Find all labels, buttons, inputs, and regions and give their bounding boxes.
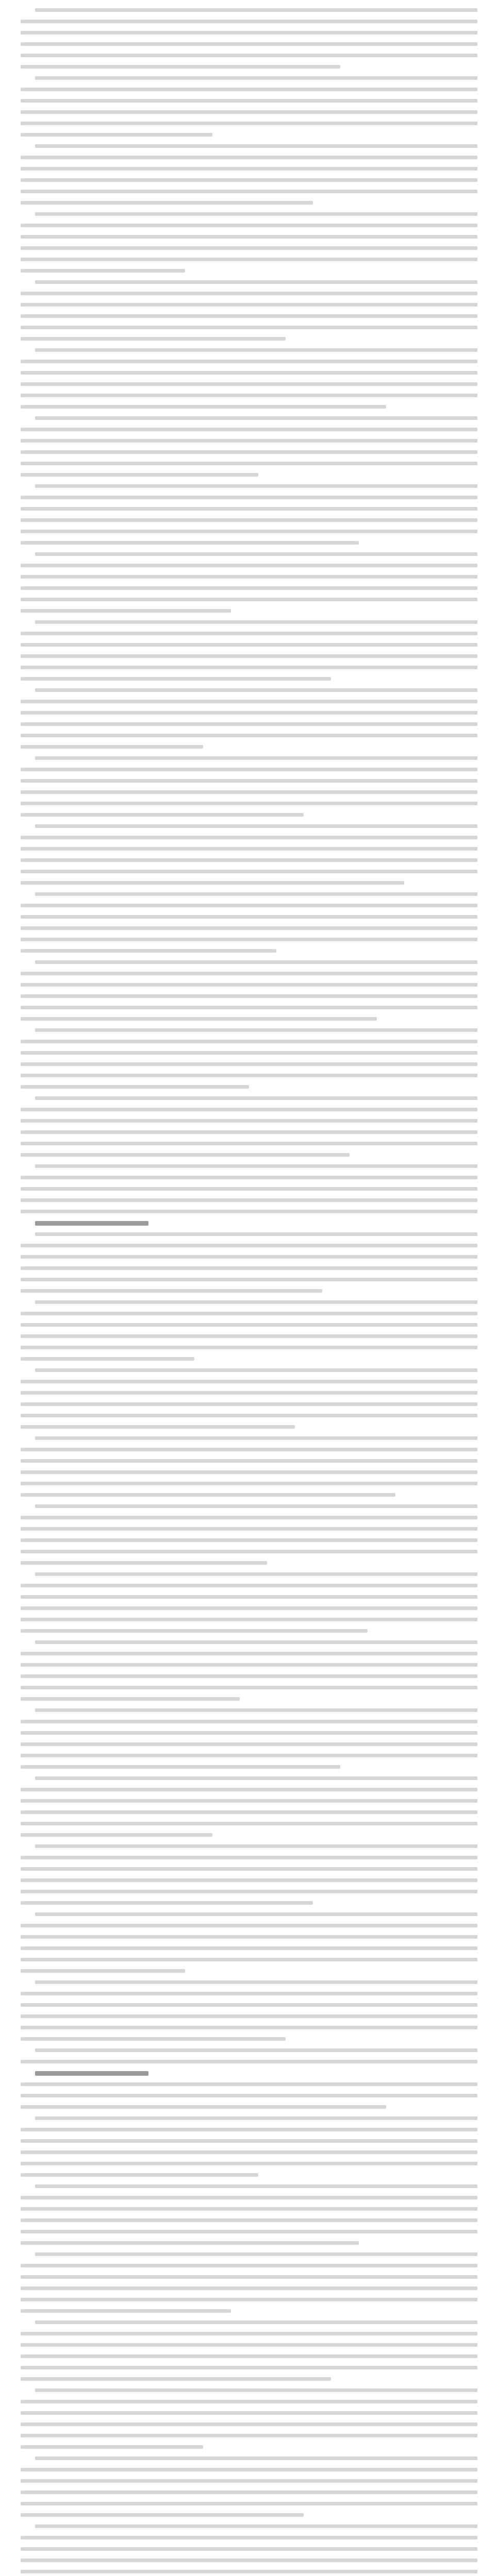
paragraph-line <box>21 2128 477 2131</box>
paragraph-line <box>21 2490 477 2494</box>
paragraph-line <box>21 790 477 794</box>
paragraph-line <box>21 1414 477 1417</box>
paragraph-line <box>35 824 477 828</box>
paragraph-line <box>21 1266 477 1270</box>
paragraph-line <box>21 632 477 635</box>
paragraph-line <box>21 2037 286 2041</box>
paragraph-line <box>35 688 477 692</box>
paragraph-line <box>35 1572 477 1576</box>
paragraph-line <box>21 2275 477 2279</box>
paragraph-line <box>21 1618 477 1621</box>
paragraph-line <box>21 496 477 499</box>
paragraph-line <box>21 1561 267 1565</box>
paragraph-line <box>21 473 258 477</box>
paragraph-line <box>21 2558 477 2562</box>
paragraph-line <box>35 1096 477 1100</box>
paragraph-line <box>21 507 477 511</box>
paragraph-line <box>35 144 477 148</box>
paragraph-line <box>35 8 477 12</box>
paragraph-line <box>21 405 386 409</box>
paragraph-line <box>21 2547 477 2551</box>
paragraph-line <box>35 1436 477 1440</box>
paragraph-line <box>21 2026 477 2029</box>
paragraph-line <box>21 1527 477 1531</box>
paragraph-line <box>21 1255 477 1259</box>
paragraph-line <box>21 2196 477 2199</box>
paragraph-line <box>21 1652 477 1655</box>
paragraph-line <box>21 2502 477 2505</box>
paragraph-line <box>21 1153 350 1157</box>
paragraph-line <box>35 1776 477 1780</box>
paragraph-line <box>21 235 477 239</box>
paragraph-line <box>21 1074 477 1077</box>
paragraph-line <box>21 609 231 613</box>
paragraph-line <box>21 428 477 431</box>
paragraph-line <box>35 960 477 964</box>
paragraph-line <box>21 949 276 953</box>
paragraph-line <box>35 1028 477 1032</box>
paragraph-line <box>21 745 203 749</box>
paragraph-line <box>21 303 477 307</box>
paragraph-line <box>21 1810 477 1814</box>
paragraph-line <box>35 2388 477 2392</box>
paragraph-line <box>21 1856 477 1859</box>
paragraph-line <box>21 1969 185 1973</box>
paragraph-line <box>21 1346 477 1349</box>
paragraph-line <box>21 1901 313 1905</box>
section-heading-line <box>35 2071 148 2076</box>
paragraph-line <box>21 1482 477 1485</box>
paragraph-line <box>21 2343 477 2347</box>
paragraph-line <box>21 2570 477 2573</box>
paragraph-line <box>21 870 477 873</box>
paragraph-line <box>21 2082 477 2086</box>
paragraph-line <box>21 337 286 341</box>
paragraph-line <box>21 734 477 737</box>
paragraph-line <box>21 2354 477 2358</box>
paragraph-line <box>21 439 477 443</box>
paragraph-line <box>21 292 477 295</box>
paragraph-line <box>35 1232 477 1236</box>
paragraph-line <box>35 1844 477 1848</box>
paragraph-line <box>21 1697 240 1701</box>
paragraph-line <box>21 1391 477 1395</box>
paragraph-line <box>35 1504 477 1508</box>
paragraph-line <box>21 518 477 522</box>
paragraph-line <box>21 190 477 193</box>
paragraph-line <box>21 133 212 137</box>
paragraph-line <box>21 881 404 885</box>
section-heading-line <box>35 1221 148 1226</box>
paragraph-line <box>21 1448 477 1451</box>
paragraph-line <box>21 768 477 771</box>
paragraph-line <box>21 450 477 454</box>
paragraph-line <box>21 2536 477 2539</box>
paragraph-line <box>21 2230 477 2233</box>
paragraph-line <box>35 2524 477 2528</box>
paragraph-line <box>21 122 477 125</box>
paragraph-line <box>21 1017 377 1021</box>
paragraph-line <box>21 1765 340 1769</box>
paragraph-line <box>21 20 477 23</box>
paragraph-line <box>21 2366 477 2369</box>
paragraph-line <box>35 2048 477 2052</box>
paragraph-line <box>21 201 313 205</box>
paragraph-line <box>21 1867 477 1871</box>
paragraph-line <box>21 2332 477 2335</box>
paragraph-line <box>21 2309 231 2313</box>
paragraph-line <box>21 1380 477 1383</box>
paragraph-line <box>21 2003 477 2007</box>
paragraph-line <box>21 360 477 363</box>
paragraph-line <box>21 1130 477 1134</box>
paragraph-line <box>21 2513 304 2517</box>
paragraph-line <box>21 2094 477 2097</box>
paragraph-line <box>21 110 477 114</box>
paragraph-line <box>21 847 477 851</box>
paragraph-line <box>21 65 340 69</box>
paragraph-line <box>35 756 477 760</box>
paragraph-line <box>21 586 477 590</box>
paragraph-line <box>21 2014 477 2018</box>
paragraph-line <box>21 722 477 726</box>
paragraph-line <box>21 88 477 91</box>
paragraph-line <box>21 802 477 805</box>
paragraph-line <box>35 1980 477 1984</box>
paragraph-line <box>21 2445 203 2449</box>
paragraph-line <box>21 2400 477 2403</box>
paragraph-line <box>21 2105 386 2109</box>
paragraph-line <box>21 1085 249 1089</box>
paragraph-line <box>21 1470 477 1474</box>
paragraph-line <box>21 666 477 669</box>
paragraph-line <box>21 246 477 250</box>
paragraph-line <box>35 348 477 352</box>
paragraph-line <box>21 1754 477 1757</box>
paragraph-line <box>21 1833 212 1837</box>
paragraph-line <box>21 1788 477 1791</box>
paragraph-line <box>21 983 477 987</box>
paragraph-line <box>21 1742 477 1746</box>
paragraph-line <box>21 1062 477 1066</box>
paragraph-line <box>21 462 477 465</box>
paragraph-line <box>21 541 359 545</box>
paragraph-line <box>21 530 477 533</box>
paragraph-line <box>35 2184 477 2188</box>
paragraph-line <box>35 212 477 216</box>
paragraph-line <box>21 1890 477 1893</box>
paragraph-line <box>21 1108 477 1111</box>
paragraph-line <box>21 1584 477 1587</box>
paragraph-line <box>21 1119 477 1123</box>
paragraph-line <box>21 394 477 397</box>
paragraph-line <box>21 2468 477 2471</box>
paragraph-line <box>21 575 477 579</box>
paragraph-line <box>21 711 477 715</box>
paragraph-line <box>21 1935 477 1939</box>
paragraph-line <box>35 552 477 556</box>
paragraph-line <box>21 643 477 647</box>
paragraph-line <box>21 1946 477 1950</box>
paragraph-line <box>21 2173 258 2177</box>
paragraph-line <box>35 1640 477 1644</box>
paragraph-line <box>21 1799 477 1803</box>
paragraph-line <box>21 2207 477 2211</box>
paragraph-line <box>21 326 477 329</box>
paragraph-line <box>21 1051 477 1055</box>
paragraph-line <box>21 1686 477 1689</box>
paragraph-line <box>35 416 477 420</box>
paragraph-line <box>21 2150 477 2154</box>
paragraph-line <box>21 654 477 658</box>
paragraph-line <box>21 258 477 261</box>
paragraph-line <box>21 938 477 941</box>
paragraph-line <box>35 620 477 624</box>
paragraph-line <box>21 677 331 681</box>
paragraph-line <box>21 314 477 318</box>
paragraph-line <box>21 99 477 103</box>
paragraph-line <box>21 2162 477 2165</box>
paragraph-line <box>21 1924 477 1927</box>
paragraph-line <box>21 1289 322 1293</box>
paragraph-line <box>21 1323 477 1327</box>
paragraph-line <box>35 76 477 80</box>
paragraph-line <box>21 1674 477 1678</box>
paragraph-line <box>21 1663 477 1667</box>
paragraph-line <box>21 858 477 862</box>
paragraph-line <box>21 2139 477 2143</box>
paragraph-line <box>21 42 477 46</box>
paragraph-line <box>21 1357 194 1361</box>
paragraph-line <box>21 1493 395 1497</box>
paragraph-line <box>21 382 477 386</box>
paragraph-line <box>35 2252 477 2256</box>
paragraph-line <box>21 1992 477 1995</box>
paragraph-line <box>21 1006 477 1009</box>
paragraph-line <box>21 1606 477 1610</box>
paragraph-line <box>21 2411 477 2415</box>
paragraph-line <box>21 224 477 227</box>
paragraph-line <box>21 1402 477 1406</box>
paragraph-line <box>35 1708 477 1712</box>
paragraph-line <box>21 915 477 919</box>
paragraph-line <box>21 1516 477 1519</box>
paragraph-line <box>21 1312 477 1315</box>
paragraph-line <box>21 1538 477 1542</box>
paragraph-line <box>21 1720 477 1723</box>
paragraph-line <box>21 371 477 375</box>
paragraph-line <box>21 2479 477 2483</box>
paragraph-line <box>35 1912 477 1916</box>
paragraph-line <box>21 994 477 998</box>
paragraph-line <box>21 1198 477 1202</box>
paragraph-line <box>21 1176 477 1179</box>
paragraph-line <box>21 2434 477 2437</box>
paragraph-line <box>35 1368 477 1372</box>
paragraph-line <box>35 2456 477 2460</box>
paragraph-line <box>21 269 185 273</box>
paragraph-line <box>21 2286 477 2290</box>
paragraph-line <box>21 1459 477 1463</box>
paragraph-line <box>21 779 477 783</box>
paragraph-line <box>21 2218 477 2222</box>
paragraph-line <box>21 1822 477 1825</box>
paragraph-line <box>21 564 477 567</box>
paragraph-line <box>21 1187 477 1191</box>
paragraph-line <box>21 31 477 35</box>
paragraph-line <box>21 2264 477 2267</box>
paragraph-line <box>21 598 477 601</box>
paragraph-line <box>21 1629 368 1633</box>
paragraph-line <box>21 1142 477 1145</box>
paragraph-line <box>35 1300 477 1304</box>
paragraph-line <box>21 1595 477 1599</box>
paragraph-line <box>21 1278 477 1281</box>
paragraph-line <box>35 2116 477 2120</box>
paragraph-line <box>35 892 477 896</box>
paragraph-line <box>21 1040 477 1043</box>
paragraph-line <box>21 2422 477 2426</box>
paragraph-line <box>21 54 477 57</box>
paragraph-line <box>21 2060 477 2063</box>
paragraph-line <box>21 1731 477 1735</box>
paragraph-line <box>21 1210 477 1213</box>
paragraph-line <box>21 1550 477 1553</box>
paragraph-line <box>21 1958 477 1961</box>
paragraph-line <box>21 972 477 975</box>
paragraph-line <box>21 700 477 703</box>
paragraph-line <box>21 1878 477 1882</box>
paragraph-line <box>21 156 477 159</box>
paragraph-line <box>21 904 477 907</box>
paragraph-line <box>21 167 477 171</box>
paragraph-line <box>35 280 477 284</box>
paragraph-line <box>21 2377 331 2381</box>
paragraph-line <box>21 1425 295 1429</box>
paragraph-line <box>21 926 477 930</box>
paragraph-line <box>35 1164 477 1168</box>
paragraph-line <box>21 2298 477 2301</box>
paragraph-line <box>21 836 477 839</box>
paragraph-line <box>21 1244 477 1247</box>
paragraph-line <box>21 1334 477 1338</box>
paragraph-line <box>21 178 477 182</box>
paragraph-line <box>35 484 477 488</box>
paragraph-line <box>21 2241 359 2245</box>
paragraph-line <box>35 2320 477 2324</box>
paragraph-line <box>21 813 304 817</box>
